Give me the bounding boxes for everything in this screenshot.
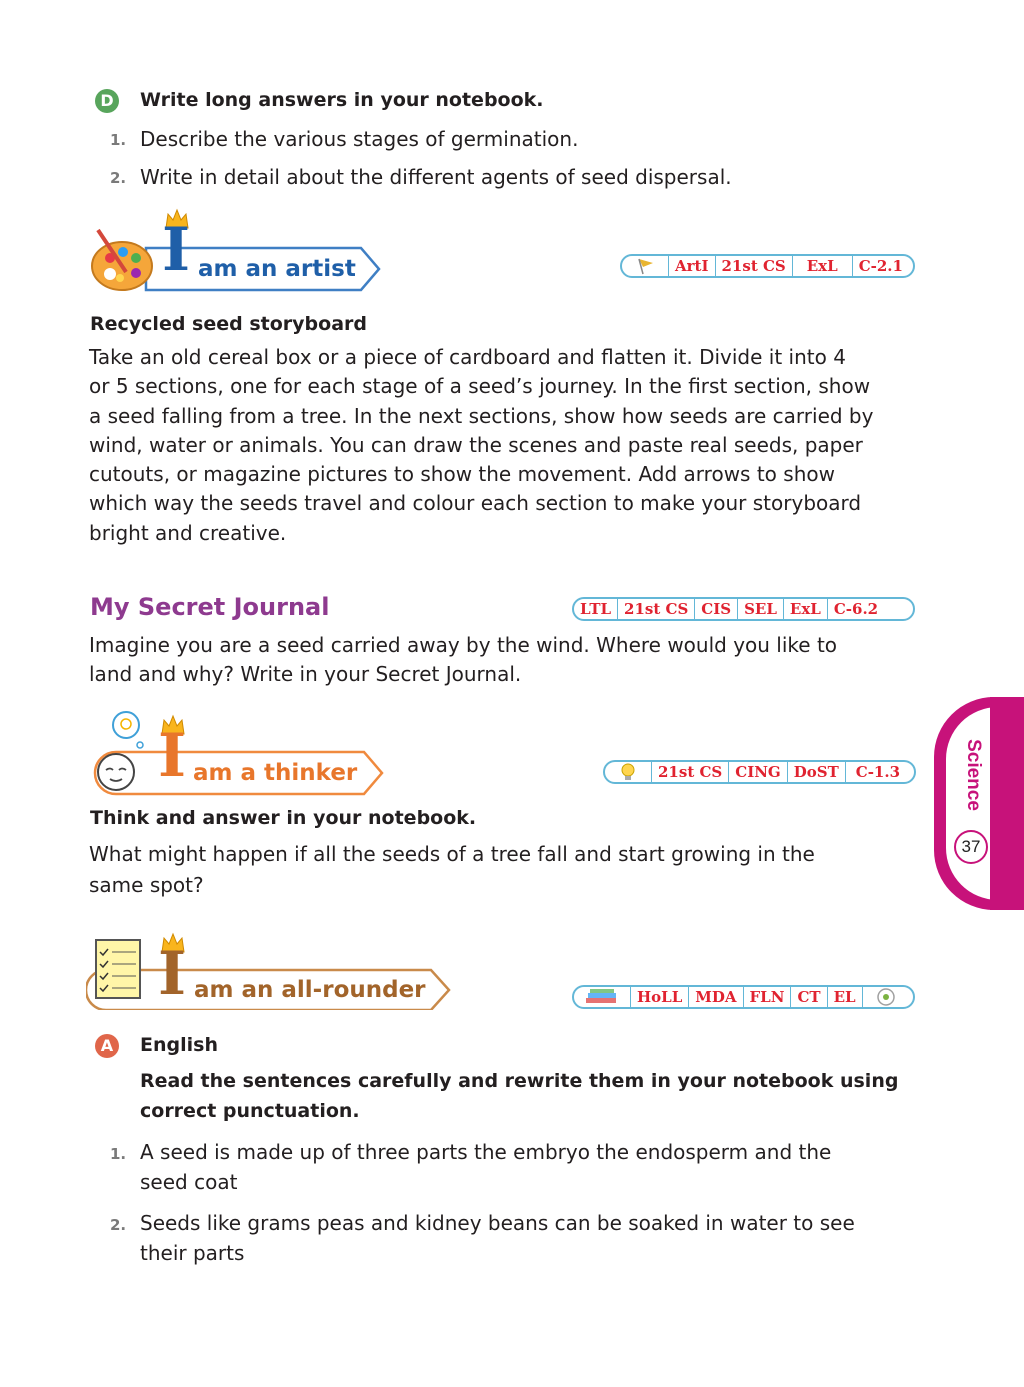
section-d-badge: D [95,89,119,113]
flag-icon [622,256,668,276]
paragraph-line: which way the seeds travel and colour each section to make your storyboard [89,491,862,516]
side-tab-strip [990,697,1024,910]
skill-tag: MDA [688,987,742,1007]
instruction [140,1066,898,1126]
list-number: 2. [110,169,127,187]
list-item [140,1208,855,1268]
skill-tag: FLN [743,987,791,1007]
artist-paragraph [89,343,919,548]
paragraph-line: land and why? Write in your Secret Journal. [89,662,522,687]
list-item-line: their parts [140,1241,245,1265]
list-item-line: A seed is made up of three parts the embryo the endosperm and the [140,1140,832,1164]
list-item-line: seed coat [140,1170,238,1194]
paragraph-line: same spot? [89,873,204,897]
section-a-badge: A [95,1034,119,1058]
skill-tag: LTL [580,600,612,618]
banner-big-letter: I [158,721,187,791]
books-icon [574,987,630,1007]
side-tab-subject: Science [963,739,984,811]
skill-tag: CIS [694,599,737,619]
paragraph-line: wind, water or animals. You can draw the scenes and paste real seeds, paper [89,432,863,457]
paragraph-line: Take an old cereal box or a piece of cardboard and flatten it. Divide it into 4 [89,345,846,369]
paragraph-line: or 5 sections, one for each stage of a seed’s journey. In the first section, show [89,374,871,399]
skill-tags [603,760,916,784]
skill-tag: ExL [792,256,852,276]
checklist-icon [94,938,144,1002]
list-item: Write in detail about the different agents of seed dispersal. [140,165,732,189]
skill-tag: SEL [737,599,783,619]
instruction-line: Read the sentences carefully and rewrite them in your notebook using [140,1070,899,1092]
artist-subtitle: Recycled seed storyboard [90,313,367,335]
skill-tag: 21st CS [617,599,694,619]
instruction-line: correct punctuation. [140,1100,360,1122]
list-number: 1. [110,1145,127,1163]
palette-icon [90,228,156,294]
skill-tag: EL [827,987,862,1007]
banner-big-letter: I [162,215,191,285]
lightbulb-icon [605,762,651,782]
skill-tag: ArtI [668,256,715,276]
thinker-face-icon [86,710,156,800]
paragraph-line: Imagine you are a seed carried away by the wind. Where would you like to [89,633,838,657]
banner-label: am an artist [198,256,356,282]
paragraph-line: cutouts, or magazine pictures to show the movement. Add arrows to show [89,462,835,487]
list-item: Describe the various stages of germination. [140,127,579,151]
allrounder-banner [86,930,456,1010]
list-item [140,1137,831,1197]
list-number: 2. [110,1216,127,1234]
page-number: 37 [954,830,988,864]
journal-paragraph [89,631,919,690]
emblem-icon [862,987,909,1007]
skill-tag: DoST [787,762,845,782]
skill-tags [620,254,915,278]
paragraph-line: bright and creative. [89,520,287,545]
skill-tag: ExL [783,599,827,619]
paragraph-line: a seed falling from a tree. In the next sections, show how seeds are carried by [89,403,874,428]
skill-tag: CT [790,987,826,1007]
banner-big-letter: I [158,939,187,1009]
subject-title: English [140,1034,218,1056]
section-d-title: Write long answers in your notebook. [140,89,544,111]
thinker-banner [86,710,386,800]
skill-tags [572,597,915,621]
skill-tag: C-2.1 [852,256,909,276]
thinker-paragraph [89,839,889,901]
skill-tag: 21st CS [651,762,728,782]
list-number: 1. [110,131,127,149]
artist-banner [86,206,386,296]
banner-label: am a thinker [193,760,358,786]
skill-tag: HoLL [630,987,688,1007]
skill-tag: C-6.2 [827,599,884,619]
list-item-line: Seeds like grams peas and kidney beans can be soaked in water to see [140,1211,855,1235]
skill-tag: C-1.3 [845,762,910,782]
journal-title: My Secret Journal [90,593,330,621]
thinker-subtitle: Think and answer in your notebook. [90,807,477,829]
skill-tags [572,985,915,1009]
skill-tag: CING [728,762,786,782]
paragraph-line: What might happen if all the seeds of a tree fall and start growing in the [89,842,815,866]
skill-tag: 21st CS [715,256,792,276]
banner-label: am an all-rounder [194,977,426,1003]
